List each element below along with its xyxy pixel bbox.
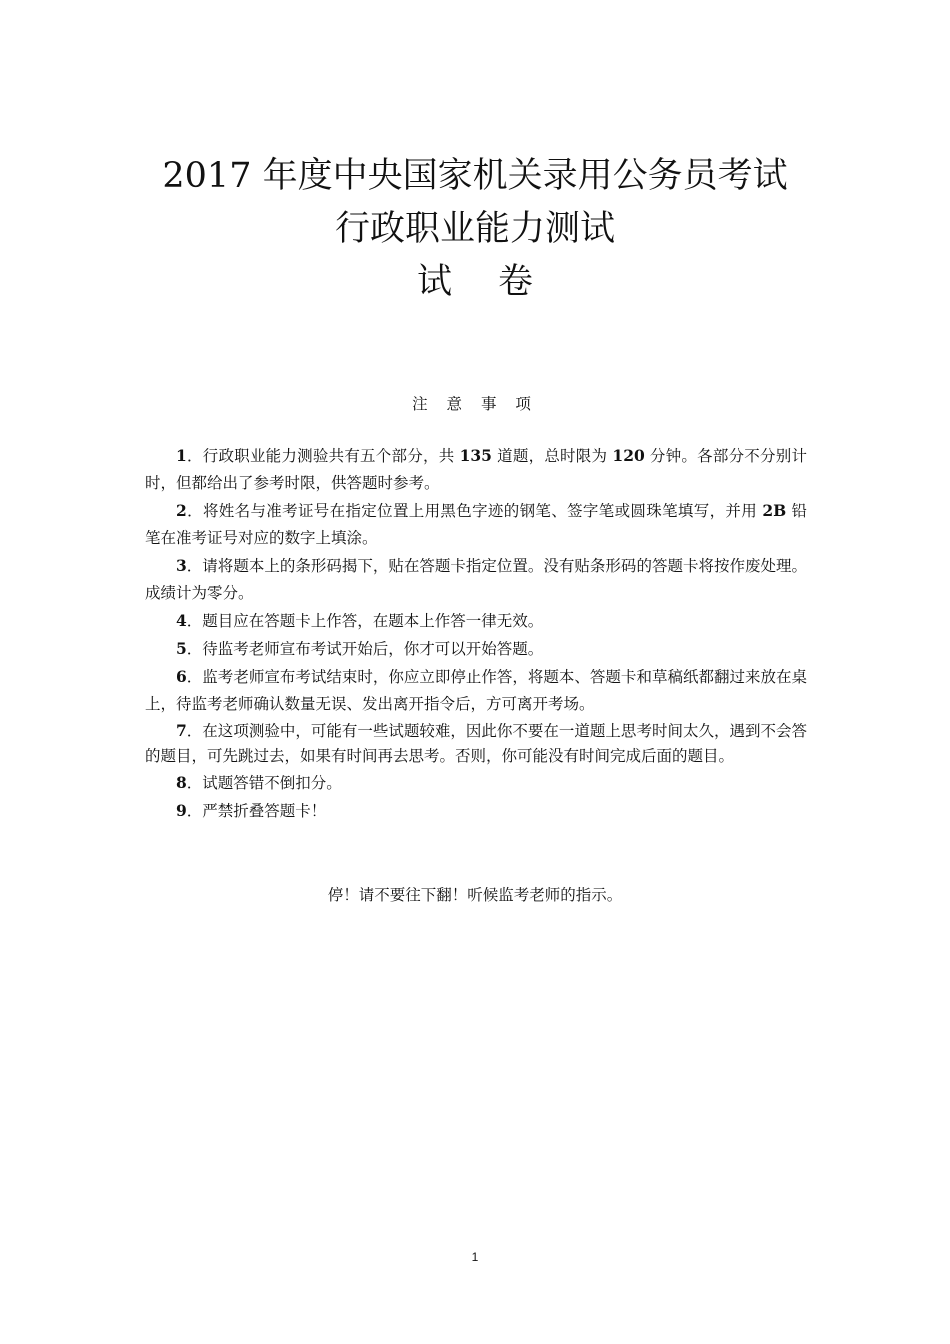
notice-item-number: 3: [176, 556, 187, 575]
notice-item: [145, 663, 807, 718]
title-line-2: 行政职业能力测试: [334, 209, 615, 249]
notice-item-text: ．在这项测验中，可能有一些试题较难，因此你不要在一道题上思考时间太久，遇到不会答的题目，可先跳过去，如果有时间再去思考。否则，你可能没有时间完成后面的题目。: [145, 722, 807, 765]
notice-item: [145, 607, 807, 635]
notice-item-number: 5: [176, 639, 187, 658]
notice-item: [145, 718, 807, 769]
stop-notice: 停！请不要往下翻！听候监考老师的指示。: [327, 886, 623, 904]
notice-item-number: 2: [176, 501, 187, 520]
notice-item: [145, 797, 807, 825]
title-line-3: [0, 256, 950, 309]
notice-item: [145, 635, 807, 663]
notice-heading: 注 意 事 项: [412, 395, 538, 413]
notice-item-text: ．请将题本上的条形码揭下，贴在答题卡指定位置。没有贴条形码的答题卡将按作废处理。成绩计为零分。: [145, 557, 807, 602]
notice-item-text: 道题，总时限为: [491, 447, 613, 465]
notice-item-text: ．行政职业能力测验共有五个部分，共: [186, 447, 460, 465]
notice-item-emphasis: 135: [459, 446, 492, 465]
notice-item-text: ．题目应在答题卡上作答，在题本上作答一律无效。: [186, 612, 544, 630]
notice-item-number: 7: [176, 721, 187, 740]
title-char-juan: 卷: [498, 262, 534, 302]
notice-item-text: 铅笔在准考证号对应的数字上填涂。: [145, 502, 807, 547]
notice-item: [145, 552, 807, 607]
exam-title: [0, 150, 950, 309]
notice-item: [145, 497, 807, 552]
notice-item-text: ．监考老师宣布考试结束时，你应立即停止作答，将题本、答题卡和草稿纸都翻过来放在桌上，待监考老师确认数量无误、发出离开指令后，方可离开考场。: [145, 668, 807, 713]
notice-item-number: 1: [176, 446, 187, 465]
title-char-shi: 试: [416, 262, 452, 302]
notice-item: [145, 769, 807, 797]
notice-item-text: ．待监考老师宣布考试开始后，你才可以开始答题。: [186, 640, 544, 658]
notice-item-text: ．严禁折叠答题卡！: [186, 802, 327, 820]
notice-item-text: ．试题答错不倒扣分。: [186, 774, 342, 792]
notice-item-text: ．将姓名与准考证号在指定位置上用黑色字迹的钢笔、签字笔或圆珠笔填写，并用: [186, 502, 763, 520]
page-number: 1: [471, 1250, 479, 1264]
notice-item-number: 4: [176, 611, 187, 630]
notice-item-text: 分钟。各部分不分别计时，但都给出了参考时限，供答题时参考。: [145, 447, 807, 492]
notice-item: [145, 442, 807, 497]
notice-item-emphasis: 120: [612, 446, 645, 465]
title-line-1: 2017 年度中央国家机关录用公务员考试: [162, 156, 788, 196]
notice-items: [145, 442, 807, 825]
notice-item-emphasis: 2B: [762, 501, 787, 520]
notice-item-number: 9: [176, 801, 187, 820]
notice-item-number: 8: [176, 773, 187, 792]
notice-item-number: 6: [176, 667, 187, 686]
